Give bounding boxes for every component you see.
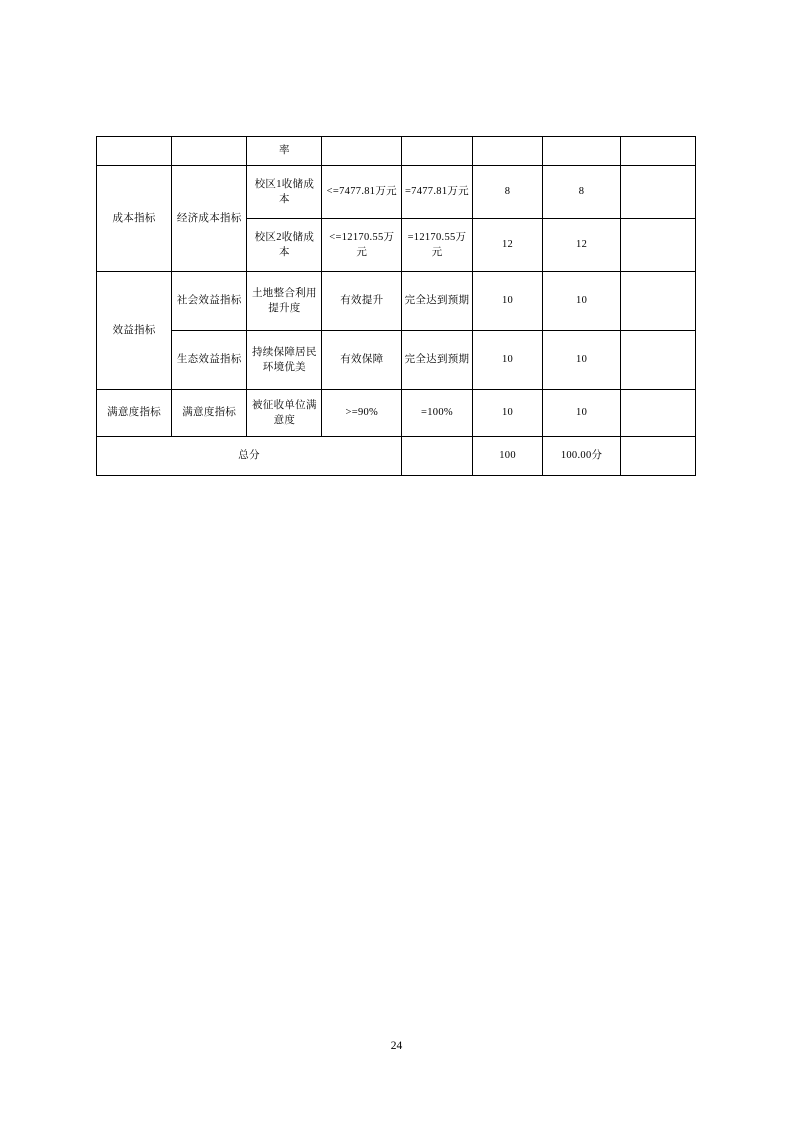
cell-eco-benefit-sub: 生态效益指标 bbox=[172, 331, 247, 390]
cell-score-land-use: 10 bbox=[543, 272, 620, 331]
cell-subcategory-continued bbox=[172, 137, 247, 166]
cell-weight-satisfaction: 10 bbox=[472, 390, 543, 437]
cell-indicator-campus2-cost: 校区2收储成本 bbox=[247, 219, 322, 272]
table-row bbox=[97, 272, 696, 331]
cell-weight-continued bbox=[472, 137, 543, 166]
cell-actual-env-quality: 完全达到预期 bbox=[402, 331, 473, 390]
cell-total-blank bbox=[402, 437, 473, 476]
cell-note-env-quality bbox=[620, 331, 695, 390]
cell-note-land-use bbox=[620, 272, 695, 331]
cell-target-land-use: 有效提升 bbox=[322, 272, 402, 331]
cell-economic-cost-sub: 经济成本指标 bbox=[172, 166, 247, 272]
cell-satisfaction-sub: 满意度指标 bbox=[172, 390, 247, 437]
cell-actual-campus2-cost: =12170.55万元 bbox=[402, 219, 473, 272]
cell-weight-land-use: 10 bbox=[472, 272, 543, 331]
cell-target-campus1-cost: <=7477.81万元 bbox=[322, 166, 402, 219]
cell-target-campus2-cost: <=12170.55万元 bbox=[322, 219, 402, 272]
cell-target-env-quality: 有效保障 bbox=[322, 331, 402, 390]
cell-indicator-continued: 率 bbox=[247, 137, 322, 166]
table-row bbox=[97, 137, 696, 166]
cell-score-satisfaction: 10 bbox=[543, 390, 620, 437]
page-number: 24 bbox=[390, 1040, 403, 1052]
cell-benefit-category: 效益指标 bbox=[97, 272, 172, 390]
cell-indicator-land-use: 土地整合利用提升度 bbox=[247, 272, 322, 331]
cell-actual-campus1-cost: =7477.81万元 bbox=[402, 166, 473, 219]
cell-total-score: 100.00分 bbox=[543, 437, 620, 476]
cell-category-continued bbox=[97, 137, 172, 166]
cell-score-campus1-cost: 8 bbox=[543, 166, 620, 219]
cell-total-weight: 100 bbox=[472, 437, 543, 476]
cell-total-label: 总分 bbox=[97, 437, 402, 476]
cell-note-continued bbox=[620, 137, 695, 166]
performance-indicator-table bbox=[96, 136, 696, 476]
cell-actual-continued bbox=[402, 137, 473, 166]
cell-indicator-expropriated-satisfaction: 被征收单位满意度 bbox=[247, 390, 322, 437]
cell-cost-category: 成本指标 bbox=[97, 166, 172, 272]
cell-score-campus2-cost: 12 bbox=[543, 219, 620, 272]
cell-note-campus1-cost bbox=[620, 166, 695, 219]
table-row bbox=[97, 166, 696, 219]
cell-note-satisfaction bbox=[620, 390, 695, 437]
cell-indicator-env-quality: 持续保障居民环境优美 bbox=[247, 331, 322, 390]
cell-actual-satisfaction: =100% bbox=[402, 390, 473, 437]
cell-actual-land-use: 完全达到预期 bbox=[402, 272, 473, 331]
table-row-total bbox=[97, 437, 696, 476]
cell-social-benefit-sub: 社会效益指标 bbox=[172, 272, 247, 331]
table-row bbox=[97, 331, 696, 390]
cell-score-env-quality: 10 bbox=[543, 331, 620, 390]
cell-total-note bbox=[620, 437, 695, 476]
cell-target-satisfaction: >=90% bbox=[322, 390, 402, 437]
cell-weight-env-quality: 10 bbox=[472, 331, 543, 390]
cell-note-campus2-cost bbox=[620, 219, 695, 272]
table-row bbox=[97, 390, 696, 437]
cell-weight-campus1-cost: 8 bbox=[472, 166, 543, 219]
cell-satisfaction-category: 满意度指标 bbox=[97, 390, 172, 437]
indicator-table-container bbox=[96, 136, 696, 476]
cell-target-continued bbox=[322, 137, 402, 166]
cell-score-continued bbox=[543, 137, 620, 166]
cell-weight-campus2-cost: 12 bbox=[472, 219, 543, 272]
cell-indicator-campus1-cost: 校区1收储成本 bbox=[247, 166, 322, 219]
